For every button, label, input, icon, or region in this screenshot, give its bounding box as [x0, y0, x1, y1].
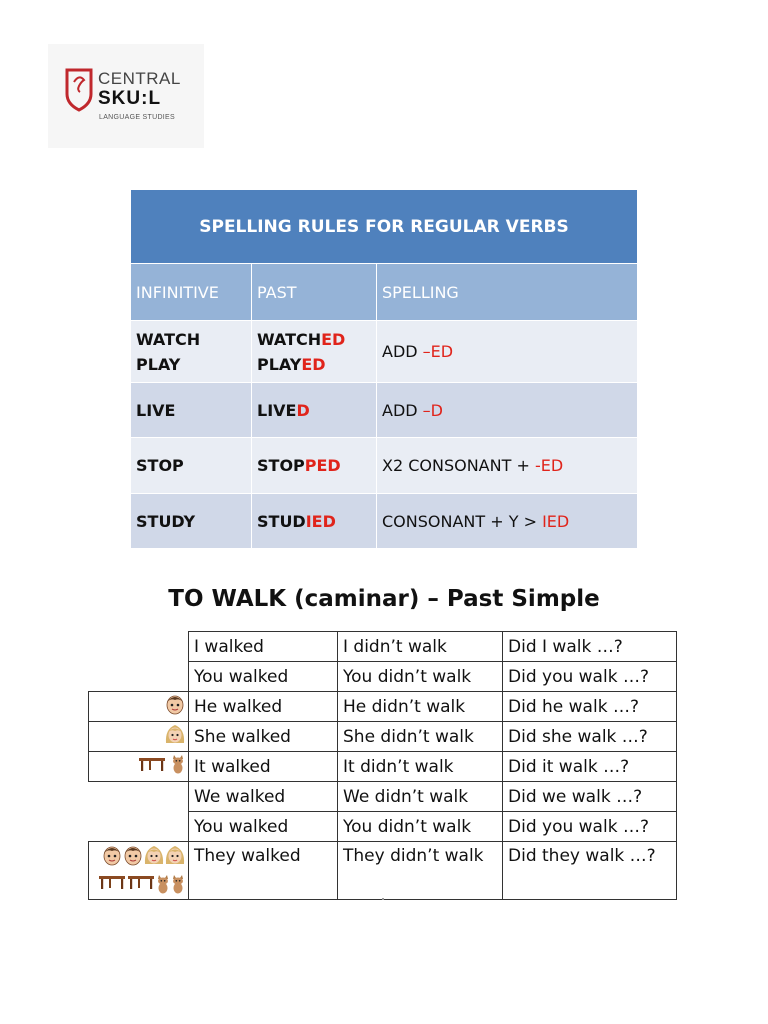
- boy-icon: [102, 844, 122, 871]
- table-icon: [127, 874, 155, 899]
- negative-cell: She didn’t walk: [338, 722, 503, 752]
- table-icon: [138, 756, 166, 777]
- table-row: [131, 437, 637, 493]
- spelling-cell: [377, 494, 637, 548]
- past-cell: [252, 438, 377, 493]
- negative-cell: You didn’t walk: [338, 662, 503, 692]
- past-ending: ED: [321, 329, 346, 349]
- header-past: PAST: [252, 264, 377, 320]
- question-cell: Did you walk …?: [503, 662, 677, 692]
- conjugation-row: [89, 812, 677, 842]
- past-cell: [252, 494, 377, 548]
- conjugation-row: [89, 692, 677, 722]
- infinitive-cell: STUDY: [131, 494, 252, 548]
- subject-icons-cell: [89, 812, 189, 842]
- spelling-cell: [377, 321, 637, 382]
- school-logo: [48, 44, 204, 148]
- affirmative-cell: You walked: [189, 662, 338, 692]
- question-cell: Did you walk …?: [503, 812, 677, 842]
- spelling-cell: [377, 438, 637, 493]
- past-form: [257, 352, 326, 377]
- spelling-ending: -ED: [534, 456, 564, 475]
- stray-dot: [382, 898, 384, 900]
- question-cell: Did he walk …?: [503, 692, 677, 722]
- conjugation-table: [88, 631, 677, 900]
- subject-icons-cell: [89, 662, 189, 692]
- spelling-rules-table: [131, 190, 637, 548]
- girl-icon: [165, 723, 185, 750]
- header-infinitive: INFINITIVE: [131, 264, 252, 320]
- conjugation-row: [89, 782, 677, 812]
- girl-icon: [165, 844, 185, 871]
- past-stem: LIVE: [257, 400, 297, 420]
- conjugation-row: [89, 632, 677, 662]
- past-ending: ED: [301, 354, 326, 374]
- shield-logo-icon: [65, 68, 93, 112]
- spelling-table-header: [131, 263, 637, 320]
- negative-cell: I didn’t walk: [338, 632, 503, 662]
- negative-cell: You didn’t walk: [338, 812, 503, 842]
- subject-icons-cell: [89, 722, 189, 752]
- spelling-cell: [377, 383, 637, 437]
- negative-cell: He didn’t walk: [338, 692, 503, 722]
- spelling-text: CONSONANT + Y >: [382, 511, 543, 531]
- past-stem: STUD: [257, 511, 306, 531]
- question-cell: Did she walk …?: [503, 722, 677, 752]
- affirmative-cell: They walked: [189, 842, 338, 900]
- boy-icon: [123, 844, 143, 871]
- infinitive-cell: STOP: [131, 438, 252, 493]
- past-cell: [252, 321, 377, 382]
- spelling-ending: –ED: [422, 342, 454, 361]
- cat-icon: [171, 754, 185, 779]
- logo-text-central: CENTRAL: [98, 69, 181, 88]
- conjugation-row: [89, 722, 677, 752]
- spelling-table-title: SPELLING RULES FOR REGULAR VERBS: [131, 190, 637, 263]
- negative-cell: We didn’t walk: [338, 782, 503, 812]
- cat-icon: [171, 874, 185, 899]
- affirmative-cell: She walked: [189, 722, 338, 752]
- past-ending: PED: [304, 456, 341, 475]
- conjugation-row: [89, 662, 677, 692]
- infinitive-cell: [131, 321, 252, 382]
- past-ending: D: [296, 400, 310, 420]
- subject-icons-cell: [89, 842, 189, 900]
- boy-icon: [165, 693, 185, 720]
- table-row: [131, 382, 637, 437]
- table-row: [131, 320, 637, 382]
- infinitive-cell: LIVE: [131, 383, 252, 437]
- question-cell: Did we walk …?: [503, 782, 677, 812]
- girl-icon: [144, 844, 164, 871]
- conjugation-row: [89, 752, 677, 782]
- subject-icons-cell: [89, 752, 189, 782]
- affirmative-cell: You walked: [189, 812, 338, 842]
- negative-cell: They didn’t walk: [338, 842, 503, 900]
- spelling-text: ADD: [382, 400, 423, 420]
- table-icon: [98, 874, 126, 899]
- subject-icons-cell: [89, 782, 189, 812]
- spelling-ending: –D: [422, 400, 443, 420]
- header-spelling: SPELLING: [382, 282, 459, 302]
- subject-icons-cell: [89, 692, 189, 722]
- past-form: [257, 327, 345, 352]
- spelling-ending: IED: [542, 511, 570, 531]
- infinitive-text: PLAY: [136, 354, 181, 374]
- logo-text-skul: SKU:L: [98, 88, 162, 109]
- infinitive-text: WATCH: [136, 329, 201, 349]
- question-cell: Did it walk …?: [503, 752, 677, 782]
- question-cell: Did they walk …?: [503, 842, 677, 900]
- cat-icon: [156, 874, 170, 899]
- verb-section-title: TO WALK (caminar) – Past Simple: [168, 586, 600, 612]
- past-stem: WATCH: [257, 329, 322, 349]
- conjugation-row: [89, 842, 677, 900]
- spelling-text: ADD: [382, 342, 423, 361]
- affirmative-cell: We walked: [189, 782, 338, 812]
- affirmative-cell: I walked: [189, 632, 338, 662]
- logo-text-language-studies: LANGUAGE STUDIES: [99, 114, 175, 121]
- question-cell: Did I walk …?: [503, 632, 677, 662]
- spelling-text: X2 CONSONANT +: [382, 456, 535, 475]
- past-stem: PLAY: [257, 354, 302, 374]
- past-cell: [252, 383, 377, 437]
- past-stem: STOP: [257, 456, 305, 475]
- table-row: [131, 493, 637, 548]
- affirmative-cell: He walked: [189, 692, 338, 722]
- past-ending: IED: [305, 511, 336, 531]
- negative-cell: It didn’t walk: [338, 752, 503, 782]
- subject-icons-cell: [89, 632, 189, 662]
- affirmative-cell: It walked: [189, 752, 338, 782]
